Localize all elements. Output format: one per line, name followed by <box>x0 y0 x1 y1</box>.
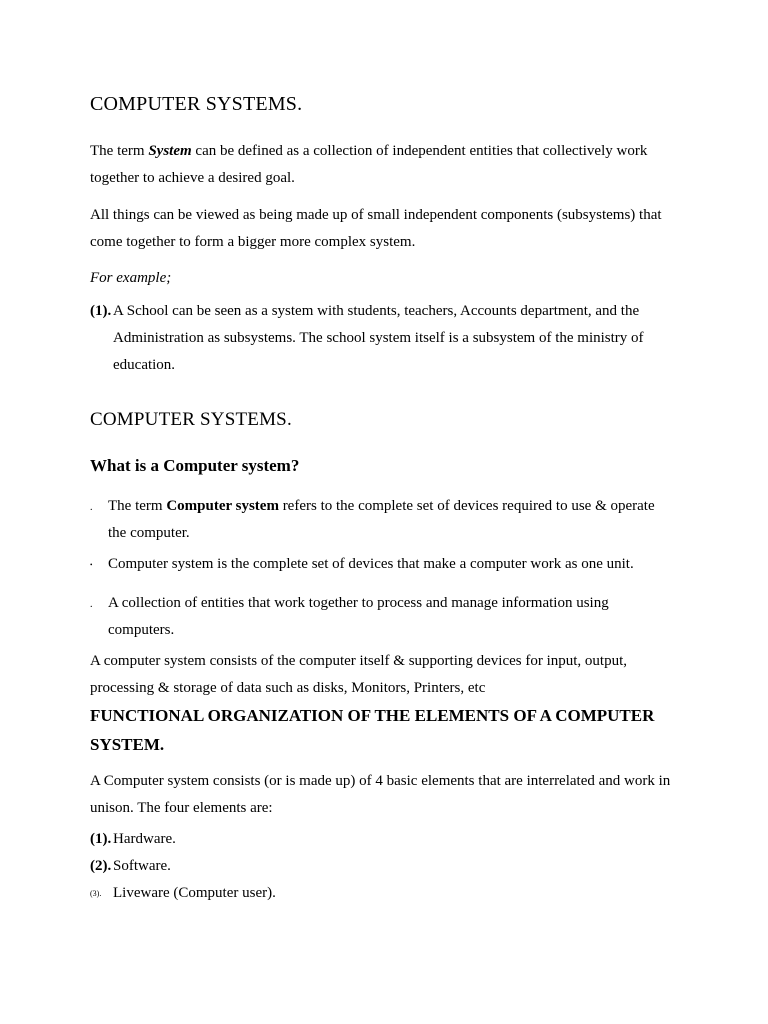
summary-line-1: A computer system consists of the computer itself & supporting devices for input, output, <box>90 653 628 669</box>
bullet-item <box>90 493 685 547</box>
components-line-1: All things can be viewed as being made up of small independent components (subsystems) that <box>90 207 662 223</box>
section-heading <box>90 701 685 759</box>
section-subtitle: What is a Computer system? <box>90 456 300 475</box>
bullet-line-1: A collection of entities that work together to process and manage information using <box>108 595 609 611</box>
example-item <box>90 298 685 379</box>
example-line-3: education. <box>113 357 176 373</box>
intro-paragraph <box>90 768 685 822</box>
section-title: COMPUTER SYSTEMS. <box>90 93 303 115</box>
definition-paragraph <box>90 138 685 192</box>
element-list <box>90 826 685 907</box>
list-number: (1). <box>90 303 112 319</box>
list-number: (1). <box>90 831 112 847</box>
summary-paragraph <box>90 648 685 702</box>
bullet-line-2: computers. <box>108 622 175 638</box>
components-line-2: come together to form a bigger more complex system. <box>90 234 416 250</box>
text: For example; <box>90 270 172 286</box>
bullet-marker: . <box>90 599 93 610</box>
summary-line-2: processing & storage of data such as disks, Monitors, Printers, etc <box>90 680 486 696</box>
bullet-text <box>108 551 685 578</box>
bullet-item <box>90 590 685 644</box>
bullet-line-1: Computer system is the complete set of devices that make a computer work as one unit. <box>108 556 634 572</box>
heading-line-1: FUNCTIONAL ORGANIZATION OF THE ELEMENTS OF A COMPUTER <box>90 706 655 725</box>
list-item <box>90 880 685 907</box>
element-label: Liveware (Computer user). <box>113 885 276 901</box>
text: The term <box>108 498 167 514</box>
list-item <box>90 826 685 853</box>
text: refers to the complete set of devices required to use & operate <box>278 498 655 514</box>
example-text <box>113 298 685 379</box>
bullet-item <box>90 551 685 578</box>
intro-line-1: A Computer system consists (or is made up) of 4 basic elements that are interrelated and work in <box>90 773 671 789</box>
bullet-text <box>108 493 685 547</box>
heading-line-2: SYSTEM. <box>90 735 165 754</box>
bullet-line-1 <box>108 493 685 520</box>
text: can be defined as a collection of independent entities that collectively work <box>191 143 648 159</box>
example-line-2: Administration as subsystems. The school system itself is a subsystem of the ministry of <box>113 330 644 346</box>
components-paragraph <box>90 202 685 256</box>
bullet-marker: • <box>90 561 93 569</box>
term-computer-system: Computer system <box>166 498 279 514</box>
text: The term <box>90 143 149 159</box>
intro-line-2: unison. The four elements are: <box>90 800 273 816</box>
section-title: COMPUTER SYSTEMS. <box>90 409 292 430</box>
definition-line-2: together to achieve a desired goal. <box>90 170 295 186</box>
element-label: Software. <box>113 858 171 874</box>
definition-line-1 <box>90 138 685 165</box>
bullet-marker: . <box>90 502 93 513</box>
list-number: (3). <box>90 889 102 898</box>
element-label: Hardware. <box>113 831 176 847</box>
term-system: System <box>148 143 192 159</box>
example-label <box>90 265 171 292</box>
list-item <box>90 853 685 880</box>
bullet-line-2: the computer. <box>108 525 190 541</box>
example-line-1: A School can be seen as a system with students, teachers, Accounts department, and the <box>113 303 640 319</box>
list-number: (2). <box>90 858 112 874</box>
bullet-text <box>108 590 685 644</box>
